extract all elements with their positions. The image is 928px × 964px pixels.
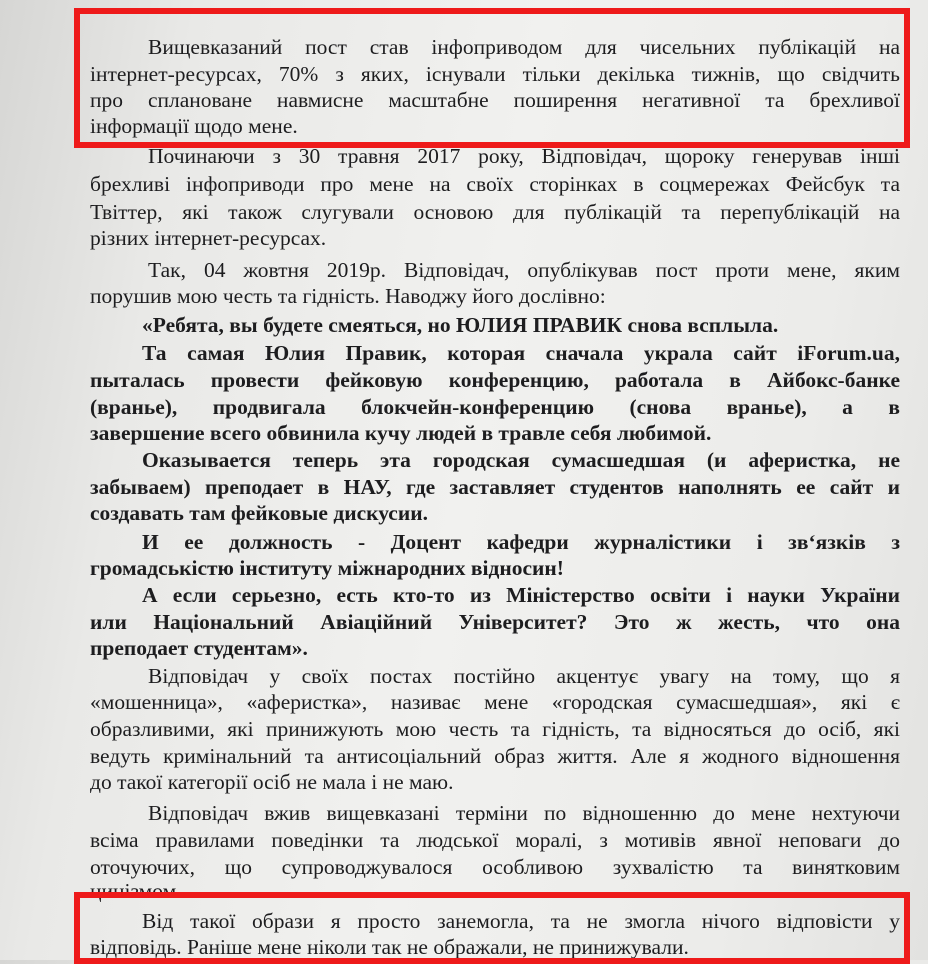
quote-line: громадськістю інституту міжнародних відносин!: [90, 556, 564, 580]
text-line: про сплановане навмисне масштабне поширення негативної та брехливої: [90, 88, 900, 112]
quote-line: Оказывается теперь эта городская сумасшедшая (и аферистка, не: [142, 448, 900, 472]
text-line: цинізмом.: [90, 879, 182, 903]
text-line: всіма правилами поведінки та людської моралі, з мотивів явної неповаги до: [90, 828, 900, 852]
text-line: оточуючих, що супроводжувалося особливою зухвалістю та винятковим: [90, 855, 900, 879]
highlight-box-top: [74, 8, 910, 148]
text-line: до такої категорії осіб не мала і не маю.: [90, 770, 454, 794]
text-line: Твіттер, які також слугували основою для публікацій та перепублікацій на: [90, 200, 900, 224]
quote-line: «Ребята, вы будете смеяться, но ЮЛИЯ ПРАВИК снова всплыла.: [142, 313, 779, 337]
text-line: «мошенница», «аферистка», називає мене «городская сумасшедшая», які є: [90, 690, 900, 714]
text-line: Вищевказаний пост став інфоприводом для чисельних публікацій на: [148, 35, 900, 59]
quote-line: Та самая Юлия Правик, которая сначала украла сайт iForum.ua,: [142, 341, 900, 365]
text-line: Починаючи з 30 травня 2017 року, Відповідач, щороку генерував інші: [148, 144, 900, 168]
text-line: інформації щодо мене.: [90, 114, 298, 138]
text-line: Так, 04 жовтня 2019р. Відповідач, опублікував пост проти мене, яким: [148, 258, 900, 282]
text-line: відповідь. Раніше мене ніколи так не ображали, не принижували.: [90, 935, 689, 959]
quote-line: завершение всего обвинила кучу людей в травле себя любимой.: [90, 421, 712, 445]
quote-line: преподает студентам».: [90, 636, 308, 660]
text-line: інтернет-ресурсах, 70% з яких, існували тільки декілька тижнів, що свідчить: [90, 62, 900, 86]
text-line: Від такої образи я просто занемогла, та не змогла нічого відповісти у: [142, 909, 900, 933]
text-line: різних інтернет-ресурсах.: [90, 226, 327, 250]
text-line: Відповідач вжив вищевказані терміни по відношенню до мене нехтуючи: [148, 801, 900, 825]
text-line: Відповідач у своїх постах постійно акцентує увагу на тому, що я: [148, 664, 900, 688]
quote-line: забываем) преподает в НАУ, где заставляет студентов наполнять ее сайт и: [90, 475, 900, 499]
quote-line: И ее должность - Доцент кафедри журналістики і зв‘язків з: [142, 530, 900, 554]
quote-line: или Національний Авіаційний Університет? Это ж жесть, что она: [90, 610, 900, 634]
text-line: образливими, які принижують мою честь та гідність, та відносяться до осіб, які: [90, 717, 900, 741]
text-line: брехливі інфоприводи про мене на своїх сторінках в соцмережах Фейсбук та: [90, 172, 900, 196]
quote-line: пыталась провести фейковую конференцию, работала в Айбокс-банке: [90, 368, 900, 392]
highlight-box-bottom: [74, 892, 910, 964]
quote-line: (вранье), продвигала блокчейн-конференцию (снова вранье), а в: [90, 395, 900, 419]
text-line: порушив мою честь та гідність. Наводжу його дослівно:: [90, 284, 606, 308]
quote-line: А если серьезно, есть кто-то из Міністерство освіти і науки України: [142, 583, 900, 607]
quote-line: создавать там фейковые дискусии.: [90, 501, 428, 525]
text-line: ведуть кримінальний та антисоціальний образ життя. Але я жодного відношення: [90, 744, 900, 768]
